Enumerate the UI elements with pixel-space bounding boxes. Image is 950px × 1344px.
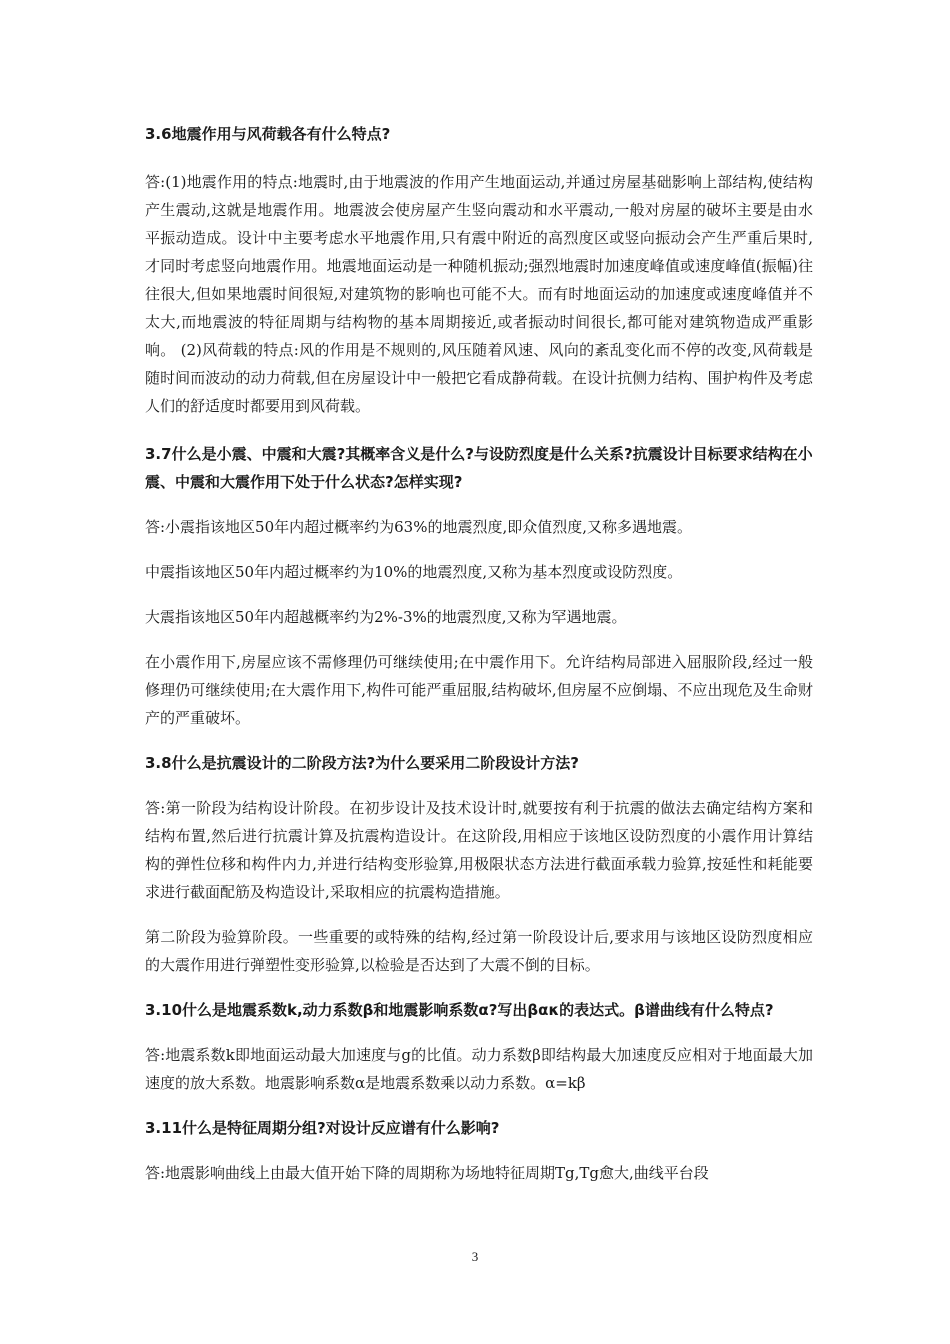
- answer-3-7-paragraph-1: 答:小震指该地区50年内超过概率约为63%的地震烈度,即众值烈度,又称多遇地震。: [145, 518, 693, 536]
- answer-3-7-paragraph-4: 在小震作用下,房屋应该不需修理仍可继续使用;在中震作用下。允许结构局部进入屈服阶段,经过一般修理仍可继续使用;在大震作用下,构件可能严重屈服,结构破坏,但房屋不应倒塌、不应出现危及生命财产的严重破坏。: [145, 653, 813, 727]
- answer-3-8-paragraph-2: 第二阶段为验算阶段。一些重要的或特殊的结构,经过第一阶段设计后,要求用与该地区设防烈度相应的大震作用进行弹塑性变形验算,以检验是否达到了大震不倒的目标。: [145, 928, 813, 974]
- answer-3-10-paragraph: 答:地震系数k即地面运动最大加速度与g的比值。动力系数β即结构最大加速度反应相对于地面最大加速度的放大系数。地震影响系数α是地震系数乘以动力系数。α=kβ: [145, 1046, 813, 1092]
- question-3-10-heading: 3.10什么是地震系数k,动力系数β和地震影响系数α?写出βακ的表达式。β谱曲线有什么特点?: [145, 1001, 774, 1019]
- question-3-8-heading: 3.8什么是抗震设计的二阶段方法?为什么要采用二阶段设计方法?: [145, 754, 579, 772]
- answer-3-8-paragraph-1: 答:第一阶段为结构设计阶段。在初步设计及技术设计时,就要按有利于抗震的做法去确定结构方案和结构布置,然后进行抗震计算及抗震构造设计。在这阶段,用相应于该地区设防烈度的小震作用计算结构的弹性位移和构件内力,并进行结构变形验算,用极限状态方法进行截面承载力验算,按延性和耗能要求进行截面配筋及构造设计,采取相应的抗震构造措施。: [145, 799, 813, 901]
- document-body: [145, 120, 813, 1187]
- answer-3-11-paragraph: 答:地震影响曲线上由最大值开始下降的周期称为场地特征周期Tg,Tg愈大,曲线平台段: [145, 1164, 709, 1182]
- answer-3-7-paragraph-3: 大震指该地区50年内超越概率约为2%-3%的地震烈度,又称为罕遇地震。: [145, 608, 627, 626]
- answer-3-6-paragraph: 答:(1)地震作用的特点:地震时,由于地震波的作用产生地面运动,并通过房屋基础影响上部结构,使结构产生震动,这就是地震作用。地震波会使房屋产生竖向震动和水平震动,一般对房屋的破坏主要是由水平振动造成。设计中主要考虑水平地震作用,只有震中附近的高烈度区或竖向振动会产生严重后果时,才同时考虑竖向地震作用。地震地面运动是一种随机振动;强烈地震时加速度峰值或速度峰值(振幅)往往很大,但如果地震时间很短,对建筑物的影响也可能不大。而有时地面运动的加速度或速度峰值并不太大,而地震波的特征周期与结构物的基本周期接近,或者振动时间很长,都可能对建筑物造成严重影响。 (2)风荷载的特点:风的作用是不规则的,风压随着风速、风向的紊乱变化而不停的改变,风荷载是随时间而波动的动力荷载,但在房屋设计中一般把它看成静荷载。在设计抗侧力结构、围护构件及考虑人们的舒适度时都要用到风荷载。: [145, 173, 813, 415]
- question-3-11-heading: 3.11什么是特征周期分组?对设计反应谱有什么影响?: [145, 1119, 500, 1137]
- question-3-7-heading: 3.7什么是小震、中震和大震?其概率含义是什么?与设防烈度是什么关系?抗震设计目标要求结构在小震、中震和大震作用下处于什么状态?怎样实现?: [145, 445, 813, 491]
- answer-3-7-paragraph-2: 中震指该地区50年内超过概率约为10%的地震烈度,又称为基本烈度或设防烈度。: [145, 563, 683, 581]
- question-3-6-heading: 3.6地震作用与风荷载各有什么特点?: [145, 125, 391, 143]
- page-number: 3: [471, 1249, 479, 1264]
